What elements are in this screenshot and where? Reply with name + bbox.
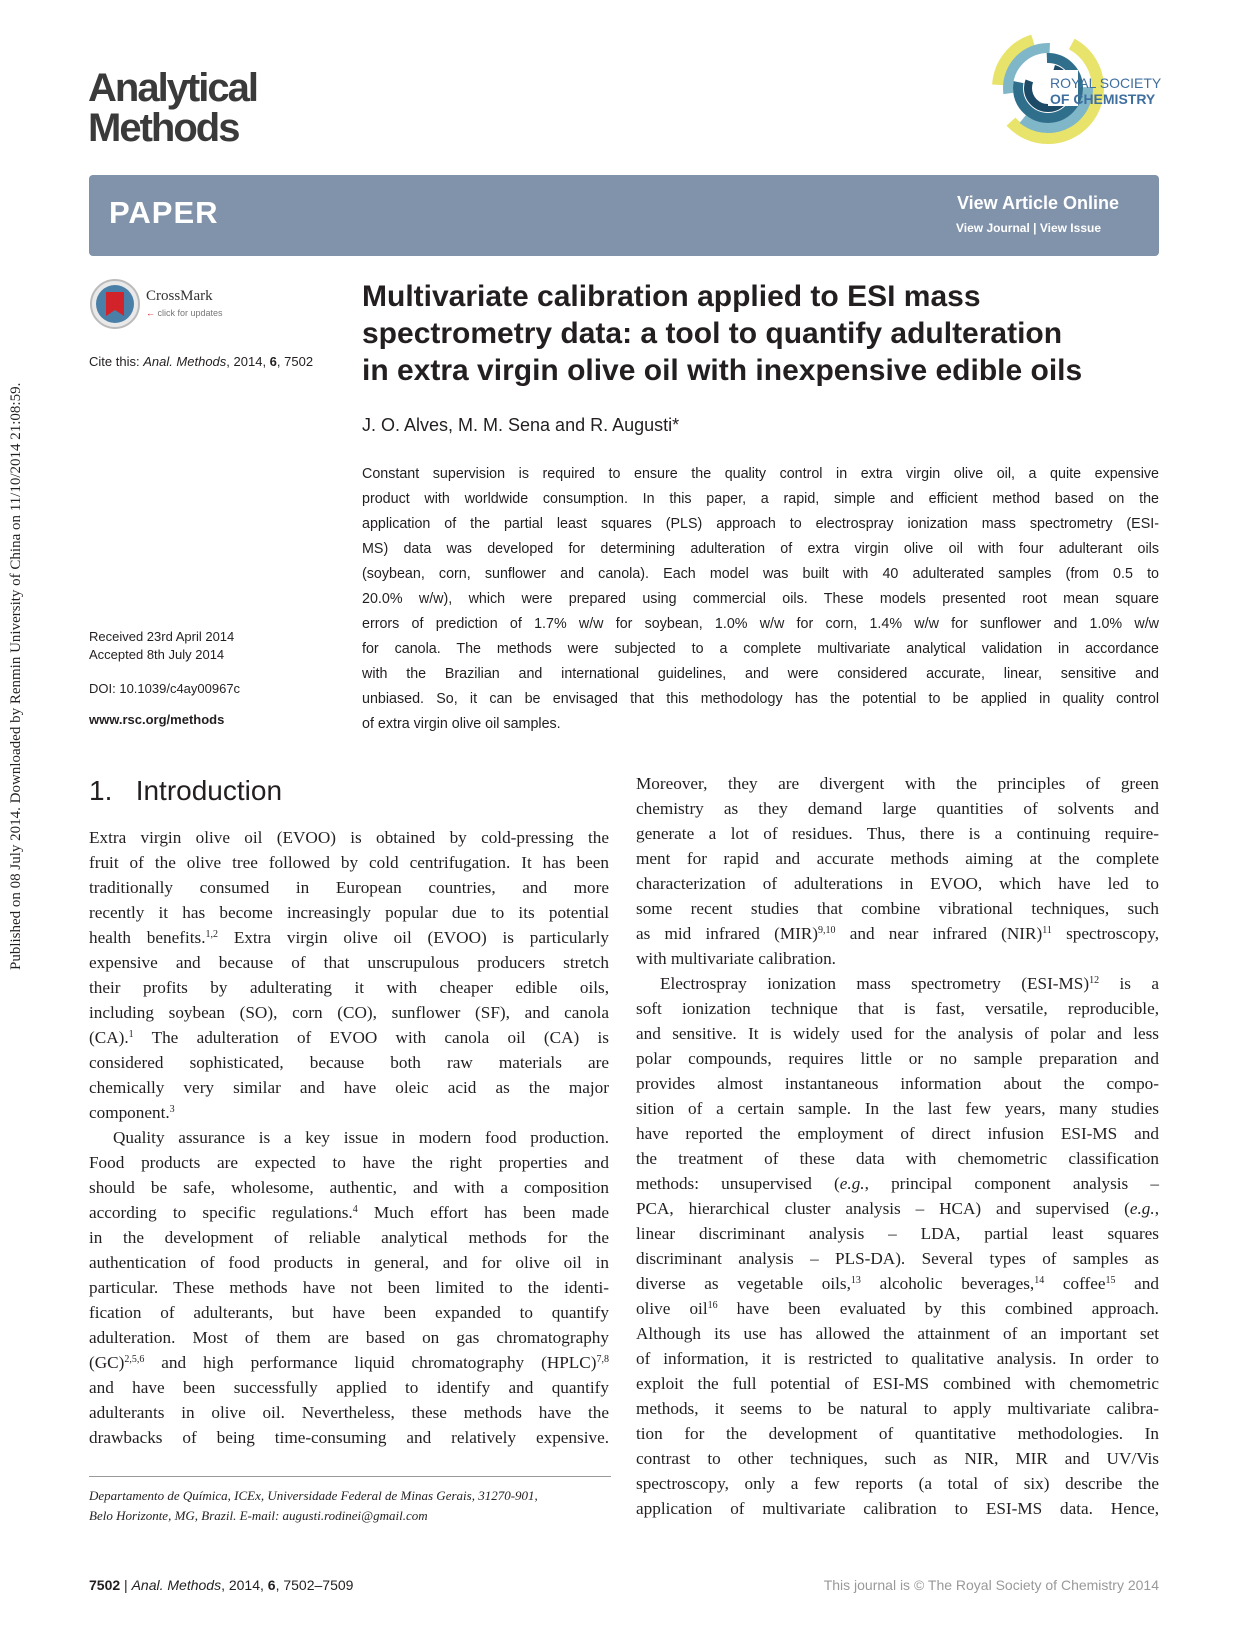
text-run: methods: unsupervised ( — [636, 1174, 840, 1193]
text-run: , principal component analysis – — [864, 1174, 1159, 1193]
page-number: 7502 — [89, 1577, 121, 1593]
body-line — [636, 1271, 1159, 1296]
article-type-label: PAPER — [109, 195, 219, 230]
body-line: Food products are expected to have the right properties and — [89, 1153, 609, 1172]
abstract-line: product with worldwide consumption. In this paper, a rapid, simple and efficient method based on the — [362, 491, 1159, 507]
body-line: linear discriminant analysis – LDA, partial least squares — [636, 1224, 1159, 1243]
reference-link[interactable]: 2,5,6 — [124, 1354, 145, 1365]
footer-separator: | — [120, 1577, 132, 1593]
crossmark-subtitle — [146, 308, 223, 318]
view-links — [956, 221, 1101, 235]
body-line — [636, 971, 1159, 996]
body-line: drawbacks of being time-consuming and relatively expensive. — [89, 1428, 609, 1447]
body-line — [89, 1025, 609, 1050]
page-footer-left — [89, 1577, 353, 1593]
section-title: Introduction — [135, 775, 283, 806]
title-line: in extra virgin olive oil with inexpensive edible oils — [362, 354, 1083, 387]
reference-link[interactable]: 1,2 — [205, 929, 219, 940]
abstract-line: (soybean, corn, sunflower and canola). Each model was built with 40 adulterated samples (from 0.5 to — [362, 566, 1159, 582]
title-line: Multivariate calibration applied to ESI mass — [362, 280, 981, 313]
body-line — [89, 1200, 609, 1225]
abstract — [362, 462, 1159, 737]
text-run: Electrospray ionization mass spectrometry (ESI-MS) — [660, 974, 1090, 993]
section-heading — [89, 775, 282, 807]
citation — [89, 354, 313, 369]
back-arrow-icon: ← — [146, 308, 158, 318]
view-journal-link[interactable]: View Journal — [956, 221, 1030, 235]
reference-link[interactable]: 12 — [1089, 975, 1100, 986]
article-dates — [89, 628, 234, 664]
abstract-line: for canola. The methods were subjected to a complete multivariate analytical validation in accordance — [362, 641, 1159, 657]
body-line: characterization of adulterations in EVOO, which have led to — [636, 874, 1159, 893]
text-run: e.g. — [839, 1174, 865, 1193]
text-run: have been evaluated by this combined approach. — [717, 1299, 1159, 1318]
crossmark-name: CrossMark — [146, 288, 213, 304]
view-issue-link[interactable]: View Issue — [1039, 221, 1101, 235]
rsc-line2: OF CHEMISTRY — [1050, 91, 1156, 107]
citation-volume: 6 — [269, 354, 277, 369]
body-line: expensive and because of that unscrupulous producers stretch — [89, 953, 609, 972]
affiliation-footnote — [89, 1486, 611, 1526]
text-run: olive oil — [636, 1299, 708, 1318]
citation-year: , 2014, — [226, 354, 270, 369]
crossmark-icon[interactable] — [89, 278, 141, 330]
reference-link[interactable]: 11 — [1042, 925, 1052, 936]
citation-journal: Anal. Methods — [143, 354, 227, 369]
body-line: methods, it seems to be natural to apply multivariate calibra- — [636, 1399, 1159, 1418]
body-line: Extra virgin olive oil (EVOO) is obtained by cold-pressing the — [89, 828, 609, 847]
body-line: tion for the development of quantitative methodologies. In — [636, 1424, 1159, 1443]
body-line: considered sophisticated, because both raw materials are — [89, 1053, 609, 1072]
crossmark-badge[interactable] — [89, 278, 254, 333]
abstract-line: MS) data was developed for determining adulteration of extra virgin olive oil with four adulterant oils — [362, 541, 1159, 557]
body-line: soft ionization technique that is fast, versatile, reproducible, — [636, 999, 1159, 1018]
text-run: and high performance liquid chromatography (HPLC) — [144, 1353, 597, 1372]
journal-title-line1: Analytical — [88, 66, 257, 110]
body-line: and have been successfully applied to identify and quantify — [89, 1378, 609, 1397]
rsc-line1: ROYAL SOCIETY — [1050, 75, 1162, 91]
text-run: The adulteration of EVOO with canola oil (CA) is — [133, 1028, 609, 1047]
reference-link[interactable]: 16 — [707, 1300, 718, 1311]
body-line: in the development of reliable analytical methods for the — [89, 1228, 609, 1247]
title-line: spectrometry data: a tool to quantify adulteration — [362, 317, 1063, 350]
footnote-line: Belo Horizonte, MG, Brazil. E-mail: augusti.rodinei@gmail.com — [89, 1508, 428, 1523]
body-line — [636, 1171, 1159, 1196]
download-stamp — [8, 382, 30, 1620]
body-line — [89, 925, 609, 950]
body-line: should be safe, wholesome, authentic, and with a composition — [89, 1178, 609, 1197]
text-run: as mid infrared (MIR) — [636, 924, 819, 943]
body-line: traditionally consumed in European countries, and more — [89, 878, 609, 897]
footnote-line: Departamento de Química, ICEx, Universidade Federal de Minas Gerais, 31270-901, — [89, 1488, 538, 1503]
body-line: fruit of the olive tree followed by cold centrifugation. It has been — [89, 853, 609, 872]
body-column-left — [89, 825, 609, 1450]
text-run: coffee — [1044, 1274, 1106, 1293]
body-line: the treatment of these data with chemometric classification — [636, 1149, 1159, 1168]
authors: J. O. Alves, M. M. Sena and R. Augusti* — [362, 415, 680, 435]
body-line: sition of a certain sample. In the last few years, many studies — [636, 1099, 1159, 1118]
citation-page: , 7502 — [276, 354, 314, 369]
body-line: spectroscopy, only a few reports (a total of six) describe the — [636, 1474, 1159, 1493]
body-line: authentication of food products in general, and for olive oil in — [89, 1253, 609, 1272]
reference-link[interactable]: 1 — [128, 1029, 134, 1040]
reference-link[interactable]: 15 — [1105, 1275, 1116, 1286]
footer-pages: , 7502–7509 — [275, 1577, 354, 1593]
text-run: according to specific regulations. — [89, 1203, 353, 1222]
text-run: (CA). — [89, 1028, 129, 1047]
body-line: with multivariate calibration. — [636, 949, 836, 968]
text-run: (GC) — [89, 1353, 125, 1372]
reference-link[interactable]: 4 — [352, 1204, 358, 1215]
body-line: recently it has become increasingly popular due to its potential — [89, 903, 609, 922]
text-run: Much effort has been made — [357, 1203, 609, 1222]
abstract-line: application of the partial least squares (PLS) approach to electrospray ionization mass spectrometry (ESI- — [362, 516, 1159, 532]
body-line: Quality assurance is a key issue in modern food production. — [113, 1128, 609, 1147]
body-line — [89, 1100, 609, 1125]
body-line: some recent studies that combine vibrational techniques, such — [636, 899, 1159, 918]
footer-volume: 6 — [267, 1577, 276, 1593]
rsc-wordmark — [1050, 75, 1161, 107]
footer-year: , 2014, — [221, 1577, 268, 1593]
section-number: 1. — [89, 775, 113, 806]
body-line — [636, 921, 1159, 946]
body-line: adulteration. Most of them are based on gas chromatography — [89, 1328, 609, 1347]
reference-link[interactable]: 14 — [1034, 1275, 1045, 1286]
body-line: including soybean (SO), corn (CO), sunflower (SF), and canola — [89, 1003, 609, 1022]
view-article-online-link[interactable]: View Article Online — [956, 193, 1119, 213]
abstract-line: with the Brazilian and international guidelines, and were considered accurate, linear, sensitive and — [362, 666, 1159, 682]
reference-link[interactable]: 13 — [850, 1275, 861, 1286]
abstract-line: of extra virgin olive oil samples. — [362, 716, 561, 732]
footnote-divider — [89, 1476, 611, 1477]
body-line: fication of adulterants, but have been expanded to quantify — [89, 1303, 609, 1322]
body-line — [89, 1350, 609, 1375]
body-line: chemistry as they demand large quantities of solvents and — [636, 799, 1159, 818]
text-run: spectroscopy, — [1051, 924, 1159, 943]
text-run: diverse as vegetable oils, — [636, 1274, 851, 1293]
body-line: contrast to other techniques, such as NIR, MIR and UV/Vis — [636, 1449, 1159, 1468]
text-run: is a — [1099, 974, 1159, 993]
crossmark-subtitle-text: click for updates — [157, 308, 223, 318]
body-line: ment for rapid and accurate methods aiming at the complete — [636, 849, 1159, 868]
abstract-line: errors of prediction of 1.7% w/w for soybean, 1.0% w/w for corn, 1.4% w/w for sunflower and 1.0% w/w — [362, 616, 1159, 632]
text-run: and — [1115, 1274, 1159, 1293]
abstract-line: 20.0% w/w), which were prepared using commercial oils. These models presented root mean square — [362, 591, 1159, 607]
body-line — [636, 1196, 1159, 1221]
journal-title-line2: Methods — [88, 106, 239, 150]
body-line: discriminant analysis – PLS-DA). Several types of samples as — [636, 1249, 1159, 1268]
body-line: application of multivariate calibration to ESI-MS data. Hence, — [636, 1499, 1159, 1518]
body-line: polar compounds, requires little or no sample preparation and — [636, 1049, 1159, 1068]
citation-label: Cite this: — [89, 354, 144, 369]
body-line: of information, it is restricted to qualitative analysis. In order to — [636, 1349, 1159, 1368]
doi[interactable]: DOI: 10.1039/c4ay00967c — [89, 681, 241, 696]
abstract-line: unbiased. So, it can be envisaged that this methodology has the potential to be applied in quality control — [362, 691, 1159, 707]
link-separator: | — [1029, 221, 1040, 235]
body-column-right — [636, 771, 1159, 1521]
article-title — [362, 278, 1162, 389]
reference-link[interactable]: 9,10 — [818, 925, 836, 936]
article-banner — [89, 175, 1159, 256]
body-line: their profits by adulterating it with cheaper edible oils, — [89, 978, 609, 997]
body-line: generate a lot of residues. Thus, there is a continuing require- — [636, 824, 1159, 843]
abstract-line: Constant supervision is required to ensure the quality control in extra virgin olive oil, a quite expensive — [362, 466, 1159, 482]
reference-link[interactable]: 7,8 — [596, 1354, 609, 1365]
reference-link[interactable]: 3 — [169, 1104, 175, 1115]
body-line: have reported the employment of direct infusion ESI-MS and — [636, 1124, 1159, 1143]
body-line: provides almost instantaneous information about the compo- — [636, 1074, 1159, 1093]
download-stamp-text: Published on 08 July 2014. Downloaded by Renmin University of China on 11/10/2014 21:08:59. — [8, 382, 24, 970]
text-run: and near infrared (NIR) — [835, 924, 1043, 943]
text-run: , — [1154, 1199, 1159, 1218]
journal-url[interactable]: www.rsc.org/methods — [89, 712, 225, 727]
text-run: health benefits. — [89, 928, 206, 947]
received-date: Received 23rd April 2014 — [89, 629, 235, 644]
body-line: Although its use has allowed the attainment of an important set — [636, 1324, 1159, 1343]
footer-journal: Anal. Methods — [131, 1577, 222, 1593]
accepted-date: Accepted 8th July 2014 — [89, 647, 225, 662]
body-line: and sensitive. It is widely used for the analysis of polar and less — [636, 1024, 1159, 1043]
text-run: PCA, hierarchical cluster analysis – HCA) and supervised ( — [636, 1199, 1130, 1218]
body-line — [636, 1296, 1159, 1321]
text-run: e.g. — [1129, 1199, 1155, 1218]
journal-title — [88, 68, 257, 148]
body-line: exploit the full potential of ESI-MS combined with chemometric — [636, 1374, 1159, 1393]
body-line: Moreover, they are divergent with the principles of green — [636, 774, 1159, 793]
text-run: component. — [89, 1103, 170, 1122]
body-line: particular. These methods have not been limited to the identi- — [89, 1278, 609, 1297]
body-line: chemically very similar and have oleic acid as the major — [89, 1078, 609, 1097]
text-run: Extra virgin olive oil (EVOO) is particularly — [218, 928, 609, 947]
text-run: alcoholic beverages, — [860, 1274, 1035, 1293]
copyright-notice: This journal is © The Royal Society of Chemistry 2014 — [823, 1577, 1159, 1593]
body-line: adulterants in olive oil. Nevertheless, these methods have the — [89, 1403, 609, 1422]
